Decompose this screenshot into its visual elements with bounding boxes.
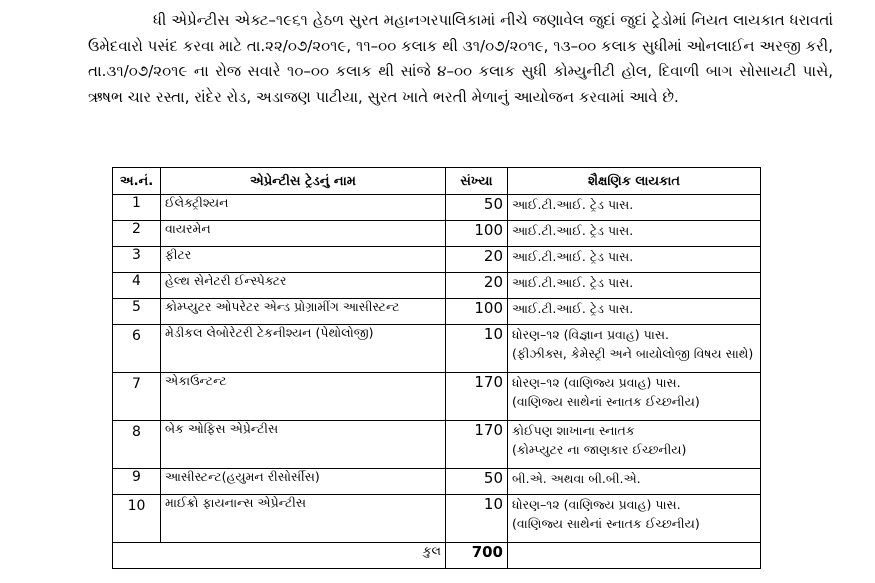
row-sr: 3 — [113, 247, 161, 273]
header-qualification: શૈક્ષણિક લાયકાત — [508, 168, 761, 195]
row-count: 10 — [446, 325, 508, 373]
row-qualification — [508, 373, 761, 421]
qualification-line: આઈ.ટી.આઈ. ટ્રેડ પાસ. — [512, 249, 634, 264]
qualification-note: (વાણિજ્ય સાથેનાં સ્નાતક ઈચ્છનીય) — [512, 516, 700, 531]
table-row — [113, 325, 761, 373]
table-row — [113, 299, 761, 325]
total-empty-cell — [508, 543, 761, 569]
row-sr: 4 — [113, 273, 161, 299]
qualification-note: (કોમ્પ્યુટર ના જાણકાર ઈચ્છનીય) — [512, 442, 687, 457]
row-count: 20 — [446, 273, 508, 299]
row-qualification — [508, 299, 761, 325]
table-header-row — [113, 168, 761, 195]
row-trade: ફીટર — [161, 247, 446, 273]
header-trade: એપ્રેન્ટીસ ટ્રેડનું નામ — [161, 168, 446, 195]
row-trade: મેડીકલ લેબોરેટરી ટેકનીશ્યન (પેથોલોજી) — [161, 325, 446, 373]
qualification-line: આઈ.ટી.આઈ. ટ્રેડ પાસ. — [512, 301, 634, 316]
qualification-line: આઈ.ટી.આઈ. ટ્રેડ પાસ. — [512, 223, 634, 238]
table-row — [113, 247, 761, 273]
row-sr: 5 — [113, 299, 161, 325]
total-value: 700 — [446, 543, 508, 569]
row-count: 100 — [446, 221, 508, 247]
row-qualification — [508, 495, 761, 543]
row-trade: ઈલેક્ટ્રીશ્યન — [161, 195, 446, 221]
total-row — [113, 543, 761, 569]
row-sr: 7 — [113, 373, 161, 421]
qualification-line: ધોરણ–૧૨ (વાણિજ્ય પ્રવાહ) પાસ. — [512, 497, 681, 512]
row-trade: વાયરમેન — [161, 221, 446, 247]
row-sr: 2 — [113, 221, 161, 247]
row-qualification — [508, 221, 761, 247]
qualification-line: ધોરણ–૧૨ (વાણિજ્ય પ્રવાહ) પાસ. — [512, 375, 681, 390]
row-trade: કોમ્પ્યુટર ઓપરેટર એન્ડ પ્રોગ્રામીંગ આસીસ્ટન્ટ — [161, 299, 446, 325]
row-sr: 9 — [113, 469, 161, 495]
row-count: 50 — [446, 195, 508, 221]
row-count: 170 — [446, 373, 508, 421]
table-row — [113, 469, 761, 495]
total-label: કુલ — [113, 543, 446, 569]
table-row — [113, 373, 761, 421]
row-sr: 8 — [113, 421, 161, 469]
table-row — [113, 421, 761, 469]
row-qualification — [508, 421, 761, 469]
table-row — [113, 195, 761, 221]
intro-paragraph — [88, 8, 833, 110]
qualification-line: આઈ.ટી.આઈ. ટ્રેડ પાસ. — [512, 275, 634, 290]
row-trade: હેલ્થ સેનેટરી ઈન્સ્પેક્ટર — [161, 273, 446, 299]
row-sr: 10 — [113, 495, 161, 543]
row-sr: 6 — [113, 325, 161, 373]
row-qualification — [508, 195, 761, 221]
row-count: 10 — [446, 495, 508, 543]
row-sr: 1 — [113, 195, 161, 221]
row-count: 50 — [446, 469, 508, 495]
qualification-note: (ફીઝીક્સ, કેમેસ્ટ્રી અને બાયોલોજી વિષય સાથે) — [512, 346, 754, 361]
row-qualification — [508, 247, 761, 273]
row-count: 100 — [446, 299, 508, 325]
row-qualification — [508, 325, 761, 373]
header-sr: અ.નં. — [113, 168, 161, 195]
row-qualification — [508, 469, 761, 495]
row-count: 170 — [446, 421, 508, 469]
qualification-line: કોઈપણ શાખાના સ્નાતક — [512, 423, 635, 438]
row-trade: બેક ઓફિસ એપ્રેન્ટીસ — [161, 421, 446, 469]
qualification-line: ધોરણ–૧૨ (વિજ્ઞાન પ્રવાહ) પાસ. — [512, 327, 669, 342]
row-trade: આસીસ્ટન્ટ(હયુમન રીસોર્સીસ) — [161, 469, 446, 495]
row-count: 20 — [446, 247, 508, 273]
table-row — [113, 495, 761, 543]
table-row — [113, 221, 761, 247]
qualification-line: બી.એ. અથવા બી.બી.એ. — [512, 471, 641, 486]
header-count: સંખ્યા — [446, 168, 508, 195]
intro-text: ધી એપ્રેન્ટીસ એક્ટ–૧૯૬૧ હેઠળ સુરત મહાનગરપાલિકામાં નીચે જણાવેલ જુદાં જુદાં ટ્રેડોમાં નિયત લાયકાત ધરાવતાં ઉમેદવારો પસંદ કરવા માટે તા.૨૨/૦૭/૨૦૧૯, ૧૧–૦૦ કલાક થી ૩૧/૦૭/૨૦૧૯, ૧૩–૦૦ કલાક સુધીમાં ઓનલાઈન અરજી કરી, તા.૩૧/૦૭/૨૦૧૯ ના રોજ સવારે ૧૦–૦૦ કલાક થી સાંજે ૪–૦૦ કલાક સુધી કોમ્યુનીટી હોલ, દિવાળી બાગ સોસાયટી પાસે, ઋષભ ચાર રસ્તા, રાંદેર રોડ, અડાજણ પાટીયા, સુરત ખાતે ભરતી મેળાનું આયોજન કરવામાં આવે છે. — [88, 11, 833, 106]
row-trade: માઈક્રો ફાયનાન્સ એપ્રેન્ટીસ — [161, 495, 446, 543]
apprentice-table — [112, 167, 761, 569]
table-row — [113, 273, 761, 299]
row-trade: એકાઉન્ટન્ટ — [161, 373, 446, 421]
row-qualification — [508, 273, 761, 299]
qualification-note: (વાણિજ્ય સાથેનાં સ્નાતક ઈચ્છનીય) — [512, 394, 700, 409]
qualification-line: આઈ.ટી.આઈ. ટ્રેડ પાસ. — [512, 197, 634, 212]
